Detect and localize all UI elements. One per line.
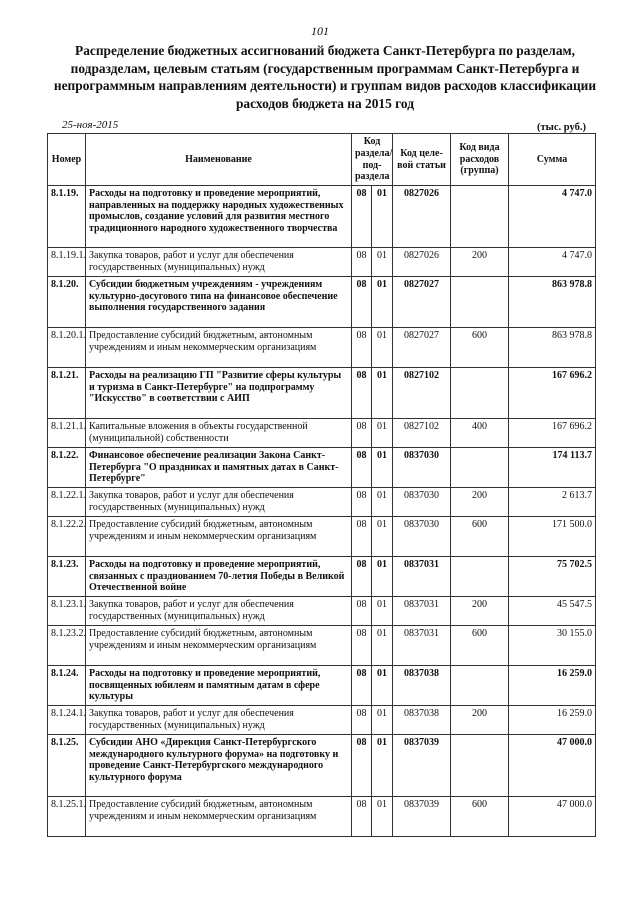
row-group-cell: 600 bbox=[451, 517, 509, 557]
row-group-cell: 200 bbox=[451, 488, 509, 517]
row-subsection-cell: 01 bbox=[372, 557, 393, 597]
row-group-cell bbox=[451, 448, 509, 488]
table-row-article bbox=[48, 186, 596, 248]
row-section-cell: 08 bbox=[352, 597, 372, 626]
row-subsection-cell: 01 bbox=[372, 186, 393, 248]
table-row-subitem bbox=[48, 597, 596, 626]
row-subsection-cell: 01 bbox=[372, 368, 393, 419]
row-article-cell: 0827026 bbox=[393, 186, 451, 248]
row-group-cell bbox=[451, 186, 509, 248]
row-group-cell bbox=[451, 557, 509, 597]
table-body bbox=[48, 186, 596, 837]
table-row-subitem bbox=[48, 328, 596, 368]
table-row-article bbox=[48, 368, 596, 419]
row-name-cell: Субсидии АНО «Дирекция Санкт-Петербургского международного культурного форума» на подготовку и проведение Санкт-Петербургского международного культурного форума bbox=[86, 735, 352, 797]
row-article-cell: 0837031 bbox=[393, 597, 451, 626]
table-row-subitem bbox=[48, 626, 596, 666]
row-subsection-cell: 01 bbox=[372, 797, 393, 837]
row-section-cell: 08 bbox=[352, 517, 372, 557]
row-sum-cell: 47 000.0 bbox=[509, 735, 596, 797]
row-subsection-cell: 01 bbox=[372, 597, 393, 626]
table-row-subitem bbox=[48, 419, 596, 448]
row-subsection-cell: 01 bbox=[372, 626, 393, 666]
row-sum-cell: 4 747.0 bbox=[509, 248, 596, 277]
row-name-cell: Расходы на подготовку и проведение мероприятий, связанных с празднованием 70-летия Победы в Великой Отечественной войне bbox=[86, 557, 352, 597]
row-name-cell: Финансовое обеспечение реализации Закона Санкт-Петербурга "О праздниках и памятных датах в Санкт-Петербурге" bbox=[86, 448, 352, 488]
table-row-article bbox=[48, 277, 596, 328]
row-article-cell: 0827026 bbox=[393, 248, 451, 277]
row-sum-cell: 47 000.0 bbox=[509, 797, 596, 837]
row-sum-cell: 167 696.2 bbox=[509, 368, 596, 419]
row-number-cell: 8.1.25. bbox=[48, 735, 86, 797]
document-date: 25-ноя-2015 bbox=[62, 119, 119, 131]
row-name-cell: Расходы на реализацию ГП "Развитие сферы культуры и туризма в Санкт-Петербурге" на подпрограмму "Искусство" в соответствии с АИП bbox=[86, 368, 352, 419]
header-article: Код целе- вой статьи bbox=[393, 134, 451, 186]
row-sum-cell: 2 613.7 bbox=[509, 488, 596, 517]
row-article-cell: 0837038 bbox=[393, 666, 451, 706]
row-article-cell: 0837031 bbox=[393, 626, 451, 666]
row-number-cell: 8.1.21.1. bbox=[48, 419, 86, 448]
row-section-cell: 08 bbox=[352, 557, 372, 597]
row-sum-cell: 16 259.0 bbox=[509, 666, 596, 706]
row-number-cell: 8.1.23.2. bbox=[48, 626, 86, 666]
row-number-cell: 8.1.21. bbox=[48, 368, 86, 419]
row-name-cell: Закупка товаров, работ и услуг для обеспечения государственных (муниципальных) нужд bbox=[86, 248, 352, 277]
row-name-cell: Предоставление субсидий бюджетным, автономным учреждениям и иным некоммерческим организациям bbox=[86, 328, 352, 368]
row-article-cell: 0837039 bbox=[393, 797, 451, 837]
row-section-cell: 08 bbox=[352, 248, 372, 277]
row-section-cell: 08 bbox=[352, 368, 372, 419]
row-sum-cell: 174 113.7 bbox=[509, 448, 596, 488]
row-group-cell bbox=[451, 735, 509, 797]
row-number-cell: 8.1.22. bbox=[48, 448, 86, 488]
row-group-cell: 400 bbox=[451, 419, 509, 448]
row-group-cell: 600 bbox=[451, 626, 509, 666]
header-sum: Сумма bbox=[509, 134, 596, 186]
row-article-cell: 0837031 bbox=[393, 557, 451, 597]
row-subsection-cell: 01 bbox=[372, 277, 393, 328]
row-subsection-cell: 01 bbox=[372, 735, 393, 797]
row-section-cell: 08 bbox=[352, 277, 372, 328]
table-header-row bbox=[48, 134, 596, 186]
row-section-cell: 08 bbox=[352, 186, 372, 248]
row-name-cell: Закупка товаров, работ и услуг для обеспечения государственных (муниципальных) нужд bbox=[86, 706, 352, 735]
row-sum-cell: 167 696.2 bbox=[509, 419, 596, 448]
row-number-cell: 8.1.22.2. bbox=[48, 517, 86, 557]
header-group: Код вида расходов (группа) bbox=[451, 134, 509, 186]
row-subsection-cell: 01 bbox=[372, 706, 393, 735]
row-group-cell bbox=[451, 277, 509, 328]
row-section-cell: 08 bbox=[352, 626, 372, 666]
row-group-cell: 600 bbox=[451, 328, 509, 368]
table-row-subitem bbox=[48, 488, 596, 517]
row-section-cell: 08 bbox=[352, 448, 372, 488]
table-row-subitem bbox=[48, 248, 596, 277]
row-subsection-cell: 01 bbox=[372, 248, 393, 277]
row-section-cell: 08 bbox=[352, 666, 372, 706]
document-title: Распределение бюджетных ассигнований бюджета Санкт-Петербурга по разделам, подразделам, целевым статьям (государственным программам Санкт-Петербурга и непрограммным направлениям деятельности) и группам видов расходов классификации расходов бюджета на 2015 год bbox=[53, 43, 597, 111]
row-group-cell: 600 bbox=[451, 797, 509, 837]
row-article-cell: 0837030 bbox=[393, 517, 451, 557]
table-row-subitem bbox=[48, 797, 596, 837]
row-number-cell: 8.1.19.1. bbox=[48, 248, 86, 277]
row-sum-cell: 863 978.8 bbox=[509, 277, 596, 328]
row-group-cell bbox=[451, 368, 509, 419]
row-name-cell: Предоставление субсидий бюджетным, автономным учреждениям и иным некоммерческим организациям bbox=[86, 626, 352, 666]
row-number-cell: 8.1.22.1. bbox=[48, 488, 86, 517]
row-article-cell: 0827027 bbox=[393, 277, 451, 328]
row-subsection-cell: 01 bbox=[372, 328, 393, 368]
unit-label: (тыс. руб.) bbox=[537, 122, 586, 133]
row-group-cell: 200 bbox=[451, 706, 509, 735]
table-row-article bbox=[48, 666, 596, 706]
row-name-cell: Расходы на подготовку и проведение мероприятий, посвященных юбилеям и памятным датам в сфере культуры bbox=[86, 666, 352, 706]
row-name-cell: Закупка товаров, работ и услуг для обеспечения государственных (муниципальных) нужд bbox=[86, 597, 352, 626]
row-number-cell: 8.1.24.1. bbox=[48, 706, 86, 735]
row-name-cell: Предоставление субсидий бюджетным, автономным учреждениям и иным некоммерческим организациям bbox=[86, 517, 352, 557]
row-number-cell: 8.1.23.1. bbox=[48, 597, 86, 626]
row-sum-cell: 863 978.8 bbox=[509, 328, 596, 368]
table-row-article bbox=[48, 735, 596, 797]
row-section-cell: 08 bbox=[352, 706, 372, 735]
row-section-cell: 08 bbox=[352, 328, 372, 368]
header-number: Номер bbox=[48, 134, 86, 186]
row-article-cell: 0837030 bbox=[393, 448, 451, 488]
row-group-cell bbox=[451, 666, 509, 706]
row-subsection-cell: 01 bbox=[372, 488, 393, 517]
table-row-subitem bbox=[48, 706, 596, 735]
row-name-cell: Предоставление субсидий бюджетным, автономным учреждениям и иным некоммерческим организациям bbox=[86, 797, 352, 837]
header-section: Код раздела/ под- раздела bbox=[352, 134, 393, 186]
row-sum-cell: 30 155.0 bbox=[509, 626, 596, 666]
table-row-subitem bbox=[48, 517, 596, 557]
row-sum-cell: 45 547.5 bbox=[509, 597, 596, 626]
row-name-cell: Капитальные вложения в объекты государственной (муниципальной) собственности bbox=[86, 419, 352, 448]
table-row-article bbox=[48, 557, 596, 597]
budget-table bbox=[47, 133, 596, 837]
row-article-cell: 0827027 bbox=[393, 328, 451, 368]
row-group-cell: 200 bbox=[451, 248, 509, 277]
row-article-cell: 0827102 bbox=[393, 419, 451, 448]
header-name: Наименование bbox=[86, 134, 352, 186]
row-section-cell: 08 bbox=[352, 735, 372, 797]
row-sum-cell: 75 702.5 bbox=[509, 557, 596, 597]
row-number-cell: 8.1.24. bbox=[48, 666, 86, 706]
table-row-article bbox=[48, 448, 596, 488]
row-number-cell: 8.1.19. bbox=[48, 186, 86, 248]
row-section-cell: 08 bbox=[352, 797, 372, 837]
row-subsection-cell: 01 bbox=[372, 666, 393, 706]
row-subsection-cell: 01 bbox=[372, 448, 393, 488]
row-number-cell: 8.1.20. bbox=[48, 277, 86, 328]
row-subsection-cell: 01 bbox=[372, 517, 393, 557]
row-name-cell: Субсидии бюджетным учреждениям - учреждениям культурно-досугового типа на финансовое обеспечение выполнения государственного задания bbox=[86, 277, 352, 328]
row-sum-cell: 4 747.0 bbox=[509, 186, 596, 248]
row-group-cell: 200 bbox=[451, 597, 509, 626]
row-article-cell: 0837038 bbox=[393, 706, 451, 735]
page-number: 101 bbox=[311, 24, 329, 38]
row-name-cell: Расходы на подготовку и проведение мероприятий, направленных на поддержку народных художественных промыслов, создание условий для развития местного традиционного народного художественного творчества bbox=[86, 186, 352, 248]
row-name-cell: Закупка товаров, работ и услуг для обеспечения государственных (муниципальных) нужд bbox=[86, 488, 352, 517]
row-section-cell: 08 bbox=[352, 419, 372, 448]
row-number-cell: 8.1.25.1. bbox=[48, 797, 86, 837]
row-section-cell: 08 bbox=[352, 488, 372, 517]
row-article-cell: 0837039 bbox=[393, 735, 451, 797]
row-subsection-cell: 01 bbox=[372, 419, 393, 448]
row-sum-cell: 171 500.0 bbox=[509, 517, 596, 557]
row-sum-cell: 16 259.0 bbox=[509, 706, 596, 735]
row-article-cell: 0827102 bbox=[393, 368, 451, 419]
row-article-cell: 0837030 bbox=[393, 488, 451, 517]
row-number-cell: 8.1.23. bbox=[48, 557, 86, 597]
row-number-cell: 8.1.20.1. bbox=[48, 328, 86, 368]
